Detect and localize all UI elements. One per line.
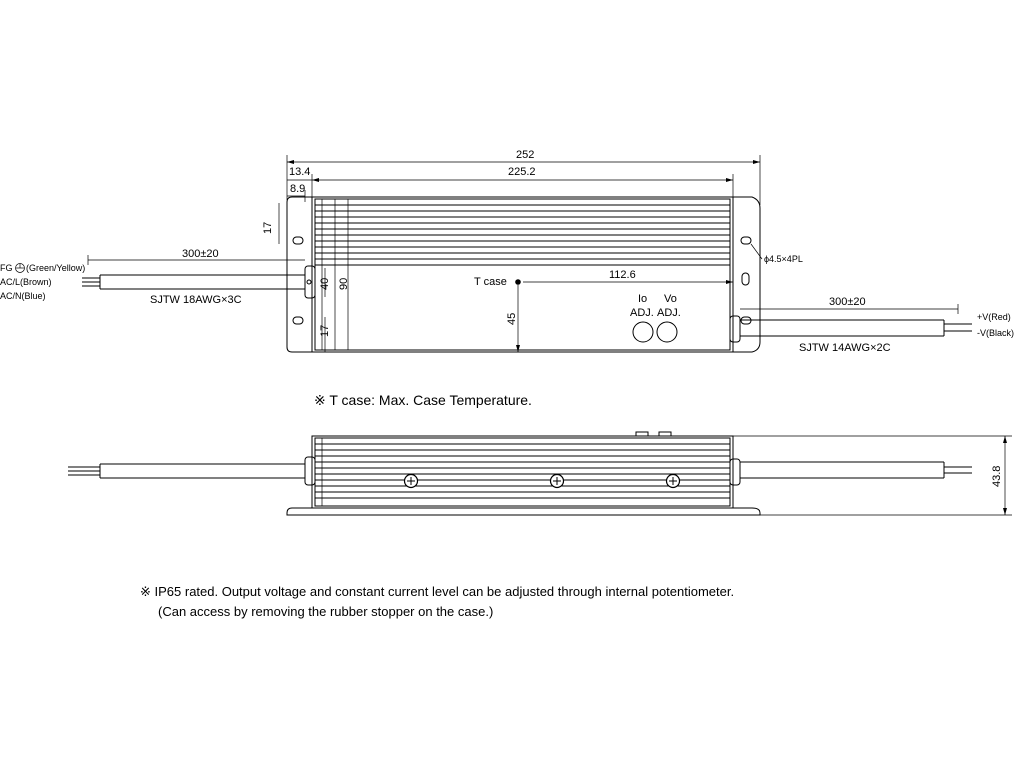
input-acl-label: AC/L(Brown) [0, 277, 52, 287]
input-acn-label: AC/N(Blue) [0, 291, 46, 301]
io-adj-label: ADJ. [630, 307, 654, 319]
input-cable-length: 300±20 [182, 248, 219, 260]
screw-icon [667, 475, 680, 488]
dim-17-bottom: 17 [319, 324, 331, 337]
hole-spec: ϕ4.5×4PL [764, 254, 803, 264]
dim-40: 40 [319, 277, 331, 290]
io-potentiometer-icon [633, 322, 653, 342]
input-fg-label: FG [0, 263, 13, 273]
dim-slot: 8.9 [290, 183, 306, 195]
input-cable-type: SJTW 18AWG×3C [150, 294, 242, 306]
screw-icon [405, 475, 418, 488]
vo-label: Vo [664, 293, 677, 305]
side-heat-sink-fins [315, 444, 730, 498]
note-line-2: (Can access by removing the rubber stopper on the case.) [158, 604, 494, 619]
output-cable-type: SJTW 14AWG×2C [799, 342, 891, 354]
input-fg-color: (Green/Yellow) [26, 263, 86, 273]
side-view [68, 432, 1012, 515]
output-neg-label: -V(Black) [977, 328, 1015, 338]
dim-90: 90 [338, 277, 350, 290]
note-line-1: ※ IP65 rated. Output voltage and constant current level can be adjusted through internal potentiometer. [140, 584, 735, 599]
dim-17-top: 17 [262, 221, 274, 234]
io-label: Io [638, 293, 648, 305]
tcase-label: T case [474, 276, 507, 288]
dim-45: 45 [506, 312, 518, 325]
output-cable-length: 300±20 [829, 296, 866, 308]
dim-offset: 13.4 [289, 166, 311, 178]
heat-sink-fins [315, 205, 730, 265]
output-pos-label: +V(Red) [977, 312, 1011, 322]
dim-overall-length: 252 [516, 149, 535, 161]
tcase-note: ※ T case: Max. Case Temperature. [314, 392, 532, 408]
dim-mount-span: 225.2 [508, 166, 536, 178]
top-view [0, 149, 1014, 354]
dim-112-6: 112.6 [609, 269, 636, 281]
dim-height: 43.8 [991, 465, 1003, 487]
screw-icon [551, 475, 564, 488]
vo-potentiometer-icon [657, 322, 677, 342]
vo-adj-label: ADJ. [657, 307, 681, 319]
